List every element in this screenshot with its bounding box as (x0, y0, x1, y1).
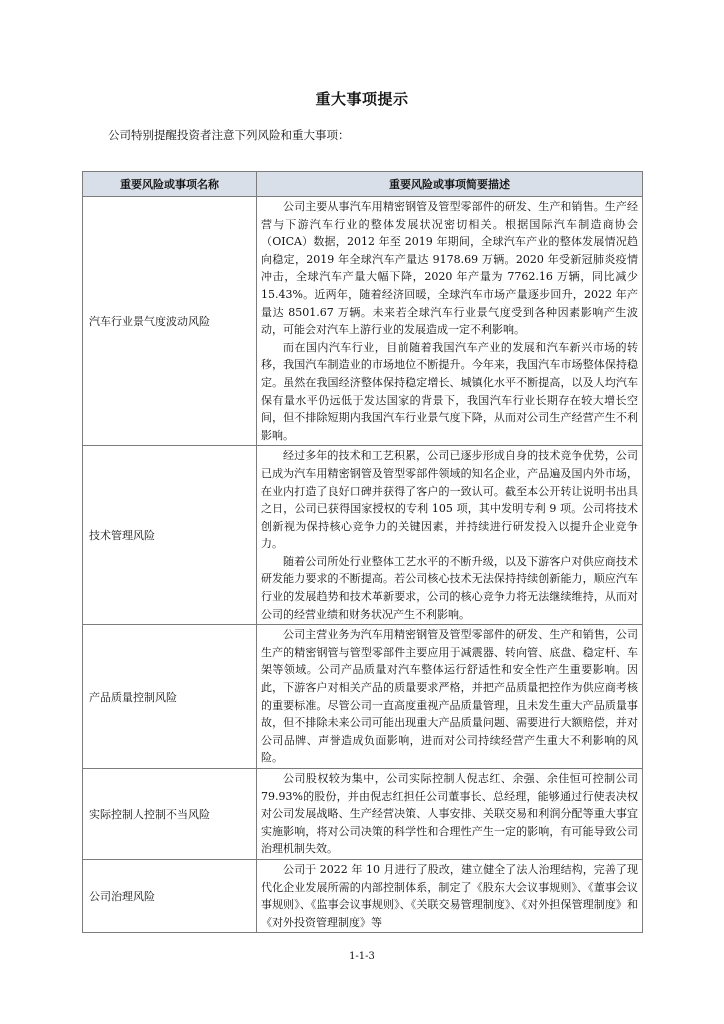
description-paragraph: 经过多年的技术和工艺积累，公司已逐步形成自身的技术竞争优势，公司已成为汽车用精密钢管及管型零部件领域的知名企业，产品遍及国内外市场，在业内打造了良好口碑并获得了客户的一致认可。截至本公开转让说明书出具之日，公司已获得国家授权的专利 105 项，其中发明专利 9 项。公司将技术创新视为保持核心竞争力的关键因素，并持续进行研发投入以提升企业竞争力。 (261, 449, 638, 551)
risk-description (257, 625, 643, 769)
risk-name: 公司治理风险 (83, 859, 257, 932)
table-row (83, 769, 643, 860)
risk-table (82, 171, 643, 933)
table-header-row (83, 172, 643, 197)
risk-name: 汽车行业景气度波动风险 (83, 197, 257, 446)
risk-name: 产品质量控制风险 (83, 625, 257, 769)
risk-description (257, 446, 643, 625)
page-number: 1-1-3 (349, 951, 375, 962)
table-row (83, 197, 643, 446)
page-title: 重大事项提示 (315, 90, 409, 108)
intro-text: 公司特别提醒投资者注意下列风险和重大事项： (108, 128, 350, 142)
risk-description (257, 769, 643, 860)
risk-name: 实际控制人控制不当风险 (83, 769, 257, 860)
risk-description (257, 859, 643, 932)
description-paragraph: 随着公司所处行业整体工艺水平的不断升级，以及下游客户对供应商技术研发能力要求的不断提高。若公司核心技术无法保持持续创新能力，顺应汽车行业的发展趋势和技术革新要求，公司的核心竞争力将无法继续维持，从而对公司的经营业绩和财务状况产生不利影响。 (261, 554, 638, 621)
table-row (83, 625, 643, 769)
table-row (83, 859, 643, 932)
description-paragraph: 公司主要从事汽车用精密钢管及管型零部件的研发、生产和销售。生产经营与下游汽车行业的整体发展状况密切相关。根据国际汽车制造商协会（OICA）数据，2012 年至 2019 年期间，全球汽车产业的整体发展情况趋向稳定，2019 年全球汽车产量达 9178.69 万辆。2020 年受新冠肺炎疫情冲击，全球汽车产量大幅下降，2020 年产量为 7762.16 万辆，同比减少 15.43%。近两年，随着经济回暖，全球汽车市场产量逐步回升，2022 年产量达 8501.67 万辆。未来若全球汽车行业景气度受到各种因素影响产生波动，可能会对汽车上游行业的发展造成一定不利影响。 (261, 200, 638, 337)
description-paragraph: 公司主营业务为汽车用精密钢管及管型零部件的研发、生产和销售，公司生产的精密钢管与管型零部件主要应用于减震器、转向管、底盘、稳定杆、车架等领域。公司产品质量对汽车整体运行舒适性和安全性产生重要影响。因此，下游客户对相关产品的质量要求严格，并把产品质量把控作为供应商考核的重要标准。尽管公司一直高度重视产品质量管理，且未发生重大产品质量事故，但不排除未来公司可能出现重大产品质量问题、需要进行大额赔偿，并对公司品牌、声誉造成负面影响，进而对公司持续经营产生重大不利影响的风险。 (261, 628, 638, 765)
description-paragraph: 公司于 2022 年 10 月进行了股改，建立健全了法人治理结构，完善了现代化企业发展所需的内部控制体系，制定了《股东大会议事规则》、《董事会议事规则》、《监事会议事规则》、《关联交易管理制度》、《对外担保管理制度》和《对外投资管理制度》等 (261, 862, 638, 929)
table-row (83, 446, 643, 625)
header-risk-description: 重要风险或事项简要描述 (257, 172, 643, 197)
header-risk-name: 重要风险或事项名称 (83, 172, 257, 197)
description-paragraph: 公司股权较为集中，公司实际控制人倪志红、余强、余佳恒可控制公司 79.93%的股份，并由倪志红担任公司董事长、总经理，能够通过行使表决权对公司发展战略、生产经营决策、人事安排、关联交易和利润分配等重大事宜实施影响，将对公司决策的科学性和合理性产生一定的影响，有可能导致公司治理机制失效。 (261, 772, 638, 856)
description-paragraph: 而在国内汽车行业，目前随着我国汽车产业的发展和汽车新兴市场的转移，我国汽车制造业的市场地位不断提升。今年来，我国汽车市场整体保持稳定。虽然在我国经济整体保持稳定增长、城镇化水平不断提高，以及人均汽车保有量水平仍远低于发达国家的背景下，我国汽车行业长期存在较大增长空间，但不排除短期内我国汽车行业景气度下降，从而对公司生产经营产生不利影响。 (261, 340, 638, 442)
risk-name: 技术管理风险 (83, 446, 257, 625)
risk-description (257, 197, 643, 446)
